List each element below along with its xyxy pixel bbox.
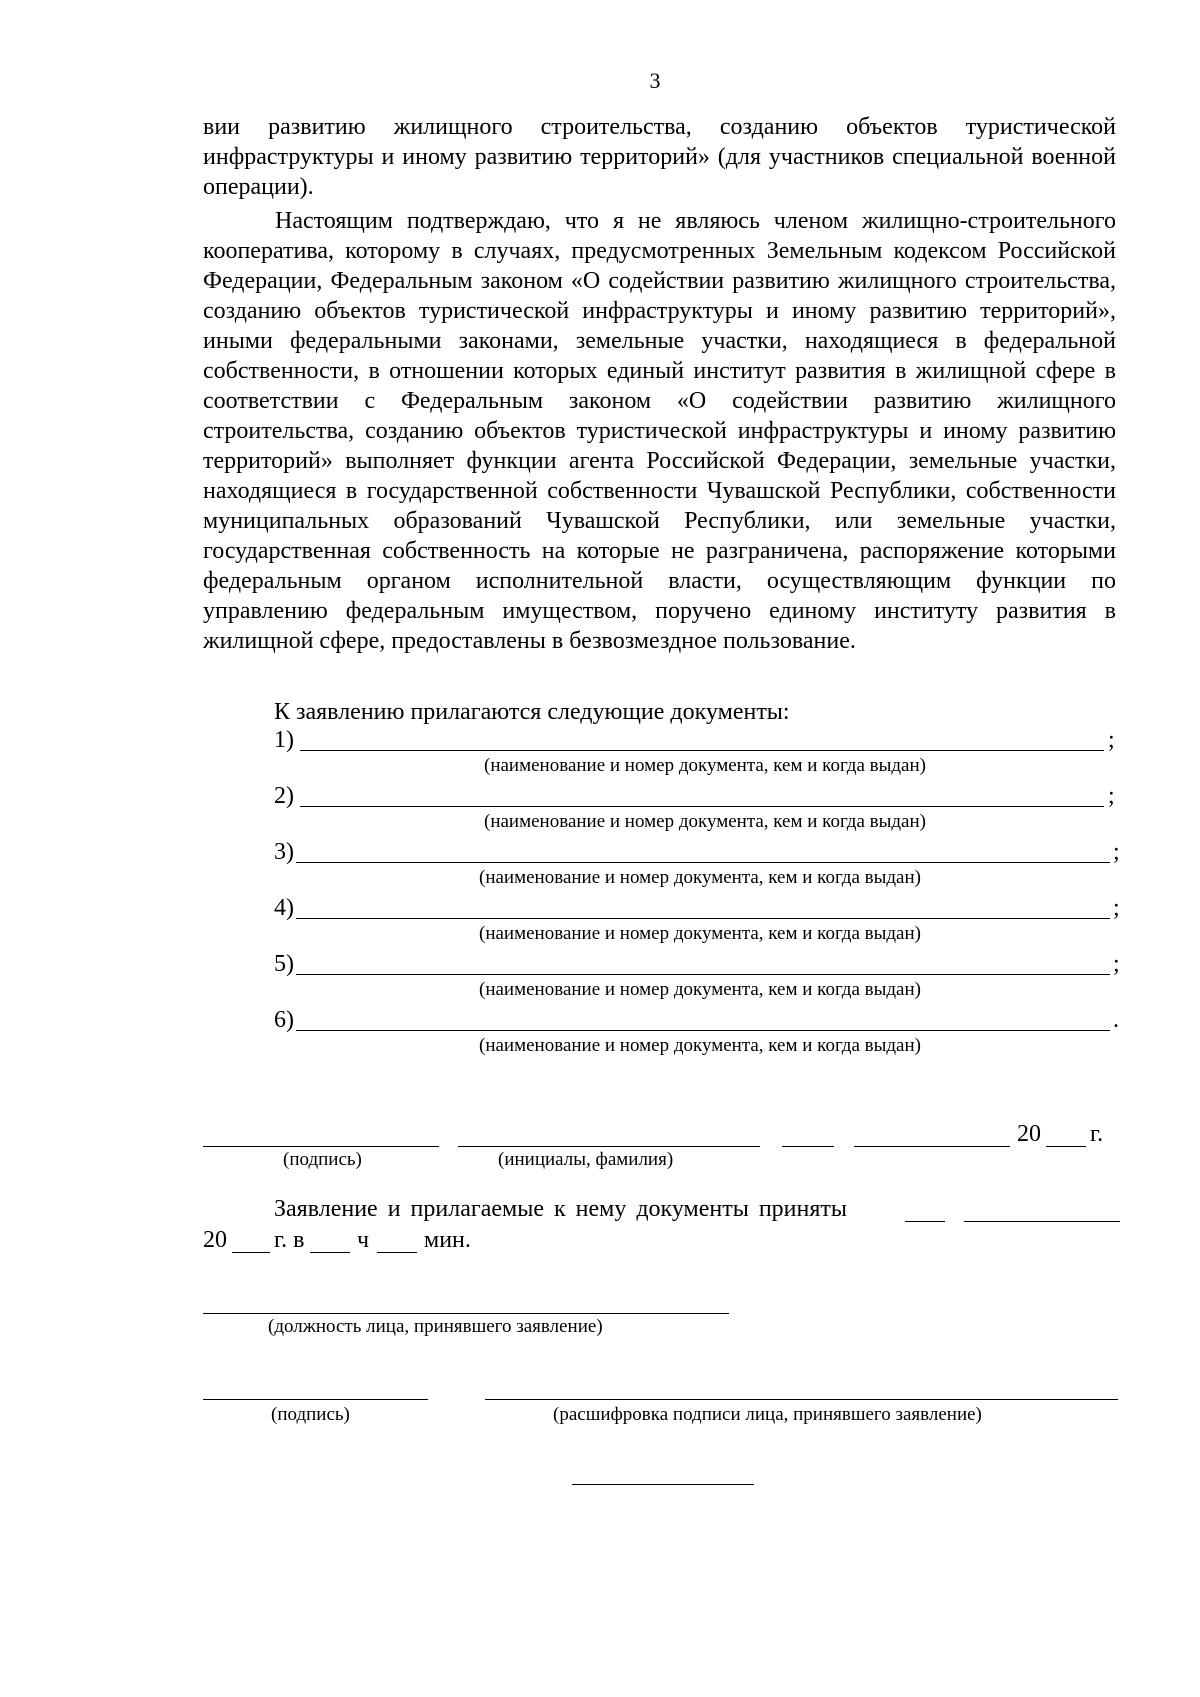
document-number: 4): [274, 895, 294, 921]
paragraph-confirmation: Настоящим подтверждаю, что я не являюсь членом жилищно-строительного кооператива, которому в случаях, предусмотренных Земельным кодексом Российской Федерации, Федеральным законом «О содействии развитию жилищного строительства, созданию объектов туристической инфраструктуры и иному развитию территорий», иными федеральными законами, земельные участки, находящиеся в федеральной собственности, в отношении которых единый институт развития в жилищной сфере в соответствии с Федеральным законом «О содействии развитию жилищного строительства, созданию объектов туристической инфраструктуры и иному развитию территорий» выполняет функции агента Российской Федерации, земельные участки, находящиеся в государственной собственности Чувашской Республики, собственности муниципальных образований Чувашской Республики, или земельные участки, государственная собственность на которые не разграничена, распоряжение которыми федеральным органом исполнительной власти, осуществляющим функции по управлению федеральным имуществом, поручено единому институту развития в жилищной сфере, предоставлены в безвозмездное пользование.: [203, 208, 1116, 654]
document-entry-line[interactable]: [296, 918, 1110, 919]
official-decode-line[interactable]: [485, 1399, 1118, 1400]
acceptance-hour-label: ч: [357, 1227, 370, 1253]
document-number: 2): [274, 783, 294, 809]
name-caption: (инициалы, фамилия): [498, 1149, 674, 1170]
year-line[interactable]: [1046, 1146, 1086, 1147]
year-suffix: г.: [1090, 1121, 1104, 1147]
year-prefix: 20: [1017, 1121, 1041, 1147]
document-caption: (наименование и номер документа, кем и когда выдан): [484, 811, 926, 832]
document-end-mark: ;: [1113, 839, 1120, 865]
documents-intro: К заявлению прилагаются следующие документы:: [274, 699, 790, 725]
document-entry-line[interactable]: [296, 862, 1110, 863]
document-item-3: [0, 837, 1200, 893]
document-number: 3): [274, 839, 294, 865]
document-entry-line[interactable]: [296, 1030, 1110, 1031]
official-signature-caption: (подпись): [271, 1404, 350, 1425]
acceptance-hour-line[interactable]: [310, 1252, 350, 1253]
official-position-caption: (должность лица, принявшего заявление): [268, 1316, 603, 1337]
document-end-mark: ;: [1108, 727, 1115, 753]
document-end-mark: ;: [1108, 783, 1115, 809]
acceptance-day-line[interactable]: [905, 1221, 945, 1222]
document-entry-line[interactable]: [300, 806, 1104, 807]
document-end-mark: ;: [1113, 951, 1120, 977]
document-number: 6): [274, 1007, 294, 1033]
acceptance-year-line[interactable]: [232, 1252, 270, 1253]
acceptance-month-line[interactable]: [964, 1221, 1120, 1222]
applicant-signature-line[interactable]: [203, 1146, 439, 1147]
signature-caption: (подпись): [283, 1149, 362, 1170]
acceptance-minute-label: мин.: [424, 1227, 471, 1253]
official-position-line[interactable]: [203, 1313, 729, 1314]
acceptance-year-prefix: 20: [203, 1227, 227, 1253]
document-entry-line[interactable]: [300, 750, 1104, 751]
document-item-5: [0, 949, 1200, 1005]
day-line[interactable]: [782, 1146, 834, 1147]
acceptance-year-in: г. в: [274, 1227, 305, 1253]
acceptance-minute-line[interactable]: [377, 1252, 417, 1253]
month-line[interactable]: [854, 1146, 1010, 1147]
document-end-mark: .: [1113, 1007, 1119, 1033]
paragraph-continuation: вии развитию жилищного строительства, созданию объектов туристической инфраструктуры и иному развитию территорий» (для участников специальной военной операции).: [203, 114, 1116, 200]
official-signature-line[interactable]: [203, 1399, 428, 1400]
document-caption: (наименование и номер документа, кем и когда выдан): [479, 1035, 921, 1056]
acceptance-statement: Заявление и прилагаемые к нему документы приняты: [274, 1196, 848, 1222]
document-number: 1): [274, 727, 294, 753]
document-caption: (наименование и номер документа, кем и когда выдан): [479, 923, 921, 944]
document-caption: (наименование и номер документа, кем и когда выдан): [484, 755, 926, 776]
document-caption: (наименование и номер документа, кем и когда выдан): [479, 867, 921, 888]
closing-divider: [572, 1484, 754, 1485]
document-item-6: [0, 1005, 1200, 1061]
document-caption: (наименование и номер документа, кем и когда выдан): [479, 979, 921, 1000]
document-number: 5): [274, 951, 294, 977]
document-item-4: [0, 893, 1200, 949]
official-decode-caption: (расшифровка подписи лица, принявшего заявление): [553, 1404, 982, 1425]
document-entry-line[interactable]: [296, 974, 1110, 975]
applicant-name-line[interactable]: [458, 1146, 760, 1147]
document-item-1: [0, 725, 1200, 781]
page-number: 3: [649, 68, 661, 93]
document-item-2: [0, 781, 1200, 837]
document-end-mark: ;: [1113, 895, 1120, 921]
